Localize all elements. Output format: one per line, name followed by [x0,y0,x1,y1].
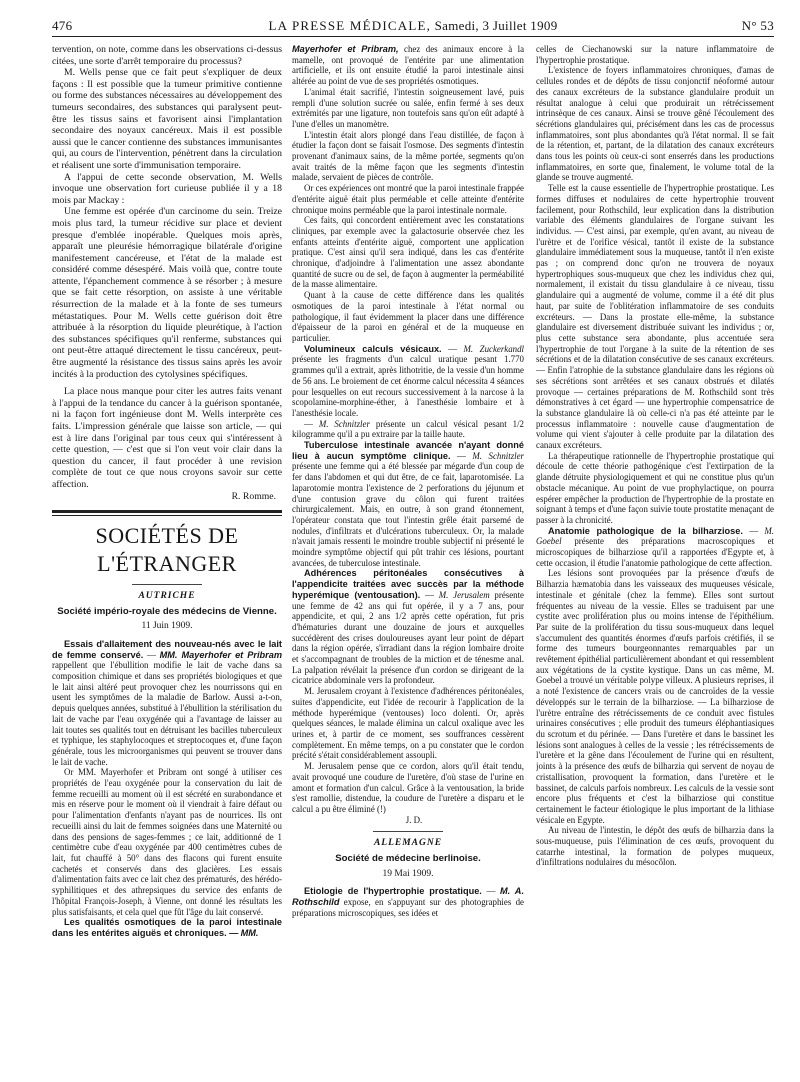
session-date: 11 Juin 1909. [141,621,193,632]
country-heading: AUTRICHE [138,591,196,602]
article-authors: M. Schnitzler [472,450,524,461]
paragraph: Adhérences péritonéales consécutives à l'appendicite traitées avec succès par la méthode hyperémique (ventousation). — M. Jerusalem présente une femme de 42 ans qui fut opérée, il y a 7 ans, pour appendicite, et qui, 2 ans 1/2 après cette opération, fut pris d'hématuries durant une douzaine de jours et auxquelles succédèrent des crises douloureuses ayant leur point de départ dans la région opérée, s'irradiant dans la région lombaire droite et s'accompagnant de troubles de la miction et de ténesme anal. La palpation révélait la présence d'un cordon se dirigeant de la cicatrice abdominale vers la profondeur. [292,568,524,686]
article-authors: M. Zuckerkandl [463,343,524,354]
article-heading: Tuberculose intestinale avancée n'ayant donné lieu à aucun symptôme clinique. [292,440,524,461]
paragraph: Tuberculose intestinale avancée n'ayant donné lieu à aucun symptôme clinique. — M. Schnitzler présente une femme qui a été blessée par mégarde d'un coup de fer dans l'abdomen et qui dut être, de ce fait, laparotomisée. La laparotomie montra l'existence de 2 perforations du jéjunum et d'une contusion grave du côlon qui furent traitées chirurgicalement. Mais, en outre, à son grand étonnement, l'opérateur constata que tout l'intestin grêle était parsemé de nodules, d'infiltrats et d'ulcérations tuberculeux. Or, la malade n'avait jamais ressenti le moindre trouble subjectif ni présenté le moindre symptôme objectif qui pût trahir ces lésions, pourtant avancées, de tuberculose intestinale. [292,440,524,568]
article-heading: Essais d'allaitement des nouveau-nés avec le lait de femme conservé. [52,638,282,660]
paragraph-text: présente une femme qui a été blessée par mégarde d'un coup de fer dans l'abdomen et qui dut être, de ce fait, laparotomisée. La laparotomie montra l'existence de 2 perforations du jéjunum et d'une contusion grave du côlon qui furent traitées chirurgicalement. Mais, en outre, à son grand étonnement, l'opérateur constata que tout l'intestin grêle était parsemé de nodules, d'infiltrats et d'ulcérations tuberculeux. Or, la malade n'avait jamais ressenti le moindre trouble subjectif ni présenté le moindre symptôme objectif qui pût trahir ces lésions, pourtant avancées, de tuberculose intestinale. [292,461,524,568]
paragraph: Anatomie pathologique de la bilharziose. — M. Goebel présente des préparations macroscopiques et microscopiques de bilharziose qu'il a rapportées d'Egypte et, à cette occasion, il étudie l'anatomie pathologique de cette affection. [536,525,774,568]
paragraph: A l'appui de cette seconde observation, M. Wells invoque une observation fort curieuse publiée il y a 18 mois par Mackay : [52,171,282,206]
paragraph: La place nous manque pour citer les autres faits venant à l'appui de la tendance du cancer à la guérison spontanée, ni la façon fort ingénieuse dont M. Wells interprète ces faits. L'impression générale que laisse son article, — qui est à lire dans l'original par tous ceux qui s'intéressent à cette question, — c'est que si l'on veut voir clair dans la question du cancer, il faut procéder à une revision complète de tout ce que nous croyons savoir sur cette affection. [52,386,282,490]
country-heading: ALLEMAGNE [373,838,443,849]
article-heading: Les qualités osmotiques de la paroi intestinale dans les entérites aiguës et chroniques. — [52,917,282,938]
column-1 [52,44,282,1074]
paragraph-text: présente des préparations macroscopiques et microscopiques de bilharziose qu'il a rapportées d'Egypte et, à cette occasion, il étudie l'anatomie pathologique de cette affection. [536,536,774,568]
issue-number: N° 53 [741,18,774,33]
paragraph-text: chez des animaux encore à la mamelle, ont provoqué de l'entérite par une alimentation artificielle, et ils ont ensuite étudié la paroi intestinale ainsi altérée au point de vue de ses propriétés osmotiques. [292,44,524,87]
journal-name: LA PRESSE MÉDICALE, [268,18,432,33]
paragraph-text: présente une femme de 42 ans qui fut opérée, il y a 7 ans, pour appendicite, et qui, 2 ans 1/2 après cette opération, fut pris d'hématuries durant une douzaine de jours et auxquelles succédèrent des crises douloureuses ayant leur point de départ dans la région opérée, s'irradiant dans la région lombaire droite et s'accompagnant de troubles de la miction et de ténesme anal. La palpation révélait la présence d'un cordon se dirigeant de la cicatrice abdominale vers la profondeur. [292,589,524,686]
article-authors: M. Schnitzler [318,418,370,429]
article-authors: MM. [240,927,259,938]
paragraph: Volumineux calculs vésicaux. — M. Zuckerkandl présente les fragments d'un calcul uratique pesant 1.770 grammes qu'il a extrait, après lithotritie, de la vessie d'un homme de 56 ans. Le broiement de cet énorme calcul nécessita 4 séances pour lesquelles on eut recours successivement à la narcose à la scopolamine-morphine-éther, à l'anesthésie lombaire et à l'anesthésie locale. [292,343,524,418]
header-rule [52,36,774,37]
issue-date: Samedi, 3 Juillet 1909 [434,18,558,33]
article-authors: M. Jerusalem [438,589,490,600]
paragraph: Quant à la cause de cette différence dans les qualités osmotiques de la paroi intestinale à l'état normal ou pathologique, il faut évidemment la placer dans une différence d'épaisseur de la paroi en général et de la muqueuse en particulier. [292,290,524,343]
paragraph-text: rappellent que l'ébullition modifie le lait de vache dans sa composition chimique et dans ses propriétés biologiques et que le lait ainsi altéré peut provoquer chez les nourrissons qui en usent les symptômes de la maladie de Barlow. Aussi a-t-on, depuis quelques années, substitué à l'ébullition la stérilisation du lait de vache par l'eau oxygénée qui a l'avantage de laisser au lait toutes ses qualités tout en détruisant les bacilles tuberculeux et typhique, les staphylocoques et streptocoques et, d'une façon générale, tous les microorganismes qui peuvent se trouver dans le lait de vache. [52,660,282,767]
paragraph: L'existence de foyers inflammatoires chroniques, d'amas de cellules rondes et de dépôts de tissu conjonctif néoformé autour des canaux excréteurs de la substance glandulaire produit un résultat analogue à celui que produirait un rétrécissement intrinsèque de ces canaux. Ainsi se trouve gêné l'écoulement des sécrétions glandulaires qui, précisément dans les cas de processus inflammatoires, sont plus abondantes qu'à l'état normal. Il se fait de la rétention, et, partant, de la dilatation des canaux excréteurs dans tous les points où ceux-ci sont enserrés dans les productions inflammatoires, en sorte que, finalement, le volume total de la glande se trouve augmenté. [536,65,774,183]
author-signature: R. Romme. [231,490,276,502]
society-heading: Société de médecine berlinoise. [335,852,481,864]
article-heading: Etiologie de l'hypertrophie prostatique. [304,886,482,897]
paragraph: M. Wells pense que ce fait peut s'expliquer de deux façons : Il est possible que la tumeur primitive contienne ou forme des substances nécessaires au développement des tumeurs secondaires, des substances qui paralysent peut-être les tissus sains et favorisent ainsi l'implantation secondaire des noyaux cancéreux. Mais il est possible aussi que le cancer contienne des substances immunisantes qui, au cours de l'intervention, pénètrent dans la circulation et réalisent une sorte d'immunisation temporaire. [52,67,282,171]
section-rule-short [132,584,202,585]
section-rule-top [52,510,282,513]
article-authors: Mayerhofer et Pribram, [292,44,399,54]
article-authors: MM. Mayerhofer et Pribram [159,649,282,660]
paragraph [292,44,524,87]
paragraph: Telle est la cause essentielle de l'hypertrophie prostatique. Les formes diffuses et nodulaires de cette hypertrophie trouvent facilement, pour Rothschild, leur explication dans la distribution variable des éléments glandulaires de l'organe suivant les individus. — C'est ainsi, par exemple, qu'en avant, au niveau de l'urètre et de l'orifice vésical, tantôt il existe de la substance glandulaire immédiatement sous la muqueuse, tantôt il n'en existe pas ; on comprend donc qu'on ne trouvera de noyaux hypertrophiques sous-muqueux que chez les individus chez qui, normalement, il existait du tissu glandulaire à ce niveau, tissu glandulaire qui a augmenté de volume, comme il a été dit plus haut, par suite de l'oblitération inflammatoire de ses conduits excréteurs. — Dans la prostate elle-même, la substance glandulaire est diversement distribuée suivant les individus ; or, plus cette substance sera abondante, plus accentuée sera l'hypertrophie de tout l'organe à la suite de la rétention de ses sécrétions et de la dilatation consécutive de ses canaux excréteurs. — Enfin l'atrophie de la substance glandulaire dans les régions où ses sécrétions sont arrêtées et ses canaux obstrués et dilatés provoque — certaines préparations de M. Rothschild sont très démonstratives à cet égard — une hypertrophie compensatrice de la substance glandulaire là où celle-ci n'a pas été atteinte par le processus inflammatoire : nouvelle cause d'augmentation de volume qui vient s'ajouter à celle produite par la dilatation des canaux excréteurs. [536,183,774,451]
page-header [52,14,774,36]
column-2 [292,44,524,1074]
paragraph: Au niveau de l'intestin, le dépôt des œufs de bilharzia dans la sous-muqueuse, puis l'élimination de ces œufs, provoquent du catarrhe intestinal, la formation de polypes muqueux, d'infiltrations nodulaires du mésocôlon. [536,825,774,868]
paragraph [52,917,282,938]
society-heading: Société império-royale des médecins de Vienne. [57,605,277,617]
section-rule-thin [52,515,282,516]
paragraph: tervention, on note, comme dans les observations ci-dessus citées, une sorte d'arrêt temporaire du processus? [52,44,282,67]
paragraph: Une femme est opérée d'un carcinome du sein. Treize mois plus tard, la tumeur récidive sur place et devient presque d'emblée inopérable. Quelques mois après, apparaît une pleurésie hémorragique bilatérale d'origine manifestement cancéreuse, et l'état de la malade est considéré comme désespéré. Mais voilà que, contre toute attente, l'épanchement commence à se résorber ; à mesure que se fait cette résorption, on assiste à une véritable résurrection de la malade et à la fonte de ses tumeurs métastatiques. Pour M. Wells cette guérison doit être attribuée à la résorption du liquide pleurétique, à l'action des substances spécifiques qu'il renferme, substances qui ont peut-être attaqué directement le tissu cancéreux, peut-être augmenté la résistance des tissus sains après les avoir incités à la production des cytolysines spécifiques. [52,206,282,380]
paragraph-text: présente un calcul vésical pesant 1/2 kilogramme qu'il a pu extraire par la taille haute. [292,418,524,440]
paragraph: — M. Schnitzler présente un calcul vésical pesant 1/2 kilogramme qu'il a pu extraire par la taille haute. [292,418,524,440]
paragraph: M. Jerusalem pense que ce cordon, alors qu'il était tendu, avait provoqué une coudure de l'uretère, d'où stase de l'urine en amont et formation d'un calcul. Grâce à la ventousation, la bride s'est ramollie, distendue, la coudure de l'uretère a disparu et le calcul a pu être éliminé (!) [292,761,524,814]
paragraph: Essais d'allaitement des nouveau-nés avec le lait de femme conservé. — MM. Mayerhofer et Pribram rappellent que l'ébullition modifie le lait de vache dans sa composition chimique et dans ses propriétés biologiques et que le lait ainsi altéré peut provoquer chez les nourrissons qui en usent les symptômes de la maladie de Barlow. Aussi a-t-on, depuis quelques années, substitué à l'ébullition la stérilisation du lait de vache par l'eau oxygénée qui a l'avantage de laisser au lait toutes ses qualités tout en détruisant les bacilles tuberculeux et typhique, les staphylocoques et streptocoques et, d'une façon générale, tous les microorganismes qui peuvent se trouver dans le lait de vache. [52,638,282,767]
session-date: 19 Mai 1909. [382,868,434,879]
section-title: SOCIÉTÉS DE L'ÉTRANGER [95,523,239,577]
article-authors: M. A. Rothschild [292,886,524,907]
article-heading: Adhérences péritonéales consécutives à l'appendicite traitées avec succès par la méthode hyperémique (ventousation). [292,568,524,600]
paragraph-text: expose, en s'appuyant sur des photographies de préparations microscopiques, ses idées et [292,896,524,918]
article-heading: Anatomie pathologique de la bilharziose. [548,525,743,536]
paragraph: celles de Ciechanowski sur la nature inflammatoire de l'hypertrophie prostatique. [536,44,774,65]
paragraph-text: présente les fragments d'un calcul uratique pesant 1.770 grammes qu'il a extrait, après lithotritie, de la vessie d'un homme de 56 ans. Le broiement de cet énorme calcul nécessita 4 séances pour lesquelles on eut recours successivement à la narcose à la scopolamine-morphine-éther, à l'anesthésie lombaire et à l'anesthésie locale. [292,354,524,418]
paragraph: Ces faits, qui concordent entièrement avec les constatations cliniques, par exemple avec la galactosurie observée chez les enfants atteints d'entérite aiguë, comportent une application pratique. C'est ainsi qu'il sera indiqué, dans les cas d'entérite chronique, d'adjoindre à l'alimentation une assez abondante quantité de sucre ou de sel, de façon à augmenter la perméabilité de la masse alimentaire. [292,215,524,290]
page-number: 476 [52,18,73,33]
journal-masthead [52,18,774,34]
paragraph: Or ces expériences ont montré que la paroi intestinale frappée d'entérite aiguë était plus perméable et celle atteinte d'entérite chronique moins perméable que la paroi intestinale normale. [292,183,524,215]
section-rule-short [373,831,443,832]
paragraph: La thérapeutique rationnelle de l'hypertrophie prostatique qui découle de cette théorie pathogénique c'est l'extirpation de la glande détruite physiologiquement et qui ne constitue plus qu'un obstacle mécanique. Au point de vue prophylactique, on pourra espérer empêcher la production de l'hypertrophie de la prostate en soignant à temps et d'une façon suivie toute prostatite menaçant de passer à la chronicité. [536,450,774,525]
article-authors: M. Goebel [536,525,774,547]
paragraph: L'intestin était alors plongé dans l'eau distillée, de façon à étudier la façon dont se faisait l'osmose. Des segments d'intestin provenant d'animaux sains, de la même portée, segments qu'on avait traités de la même façon que les segments d'intestin malade, servaient de pièces de contrôle. [292,129,524,183]
author-signature: J. D. [405,814,423,825]
paragraph: L'animal était sacrifié, l'intestin soigneusement lavé, puis rempli d'une solution sucrée ou salée, enfin fermé à ses deux extrémités par une ligature, non toutefois sans qu'on eût adapté à l'une d'elles un manomètre. [292,86,524,129]
paragraph: Etiologie de l'hypertrophie prostatique. — M. A. Rothschild expose, en s'appuyant sur des photographies de préparations microscopiques, ses idées et [292,886,524,918]
article-heading: Volumineux calculs vésicaux. [304,343,442,354]
column-3 [536,44,774,1074]
paragraph: M. Jerusalem croyant à l'existence d'adhérences péritonéales, suites d'appendicite, eut l'idée de recourir à l'application de la méthode hyperémique (ventouses) loco dolenti. Or, après quelques séances, le malade élimina un calcul oxalique avec les urines et, à partir de ce moment, ses souffrances cessèrent complètement. En même temps, on a pu constater que le cordon précité s'était considérablement assoupli. [292,686,524,761]
paragraph: Les lésions sont provoquées par la présence d'œufs de Bilharzia hæmatobia dans les vaisseaux des muqueuses vésicale, intestinale et génitale (chez la femme). Elles sont surtout fréquentes au niveau de la vessie. Elles se traduisent par une cystite avec prolifération plus ou moins intense de l'épithélium. Par suite de la prolifération du tissu sous-muqueux dans lequel s'accumulent des quantités énormes d'œufs parfois crétifiés, il se forme des tumeurs bourgeonnantes remarquables par un revêtement épithélial particulièrement abondant et qui ressemblent aux végétations de la cystite kystique. Dans un cas même, M. Goebel a trouvé un véritable polype villeux. A plusieurs reprises, il a noté l'existence de cancers vrais ou de cancroïdes de la vessie développés sur le terrain de la bilharziose. — La bilharziose de l'urètre entraîne des rétrécissements de ce conduit avec fistules urinaires consécutives ; elle produit des tumeurs éléphantiasiques du scrotum et du périnée. — Dans l'uretère et dans le bassinet les lésions sont analogues à celles de la vessie ; les rétrécissements de l'uretère et la gêne dans l'écoulement de l'urine qui en résultent, joints à la présence des œufs de bilharzia qui servent de noyau de cristallisation, provoquent la formation, dans l'uretère et le bassinet, de calculs parfois nombreux. Les calculs de la vessie sont encore plus fréquents et c'est la bilharziose qui constitue certainement le facteur étiologique le plus important de la lithiase vésicale en Egypte. [536,568,774,825]
paragraph: Or MM. Mayerhofer et Pribram ont songé à utiliser ces propriétés de l'eau oxygénée pour la conservation du lait de femme recueilli au moment où il est sécrété en surabondance et mis en réserve pour le moment où il viendrait à faire défaut ou pour l'alimentation d'enfants n'ayant pas de nourrices. Ils ont recueilli ainsi du lait de femmes soignées dans une Maternité ou dans des pensions de sages-femmes ; ce lait, additionné de 1 centimètre cube d'eau oxygénée par 400 centimètres cubes de lait, fut chauffé à 50° dans des flacons qui furent ensuite cachetés et conservés dans des glacières. Les essais d'alimentation faits avec ce lait chez des prématurés, des hérédo-syphilitiques et des athrepsiques du service des enfants de l'hôpital François-Joseph, à Vienne, ont donné les résultats les plus satisfaisants, et cela quel que fût l'âge du lait conservé. [52,767,282,917]
